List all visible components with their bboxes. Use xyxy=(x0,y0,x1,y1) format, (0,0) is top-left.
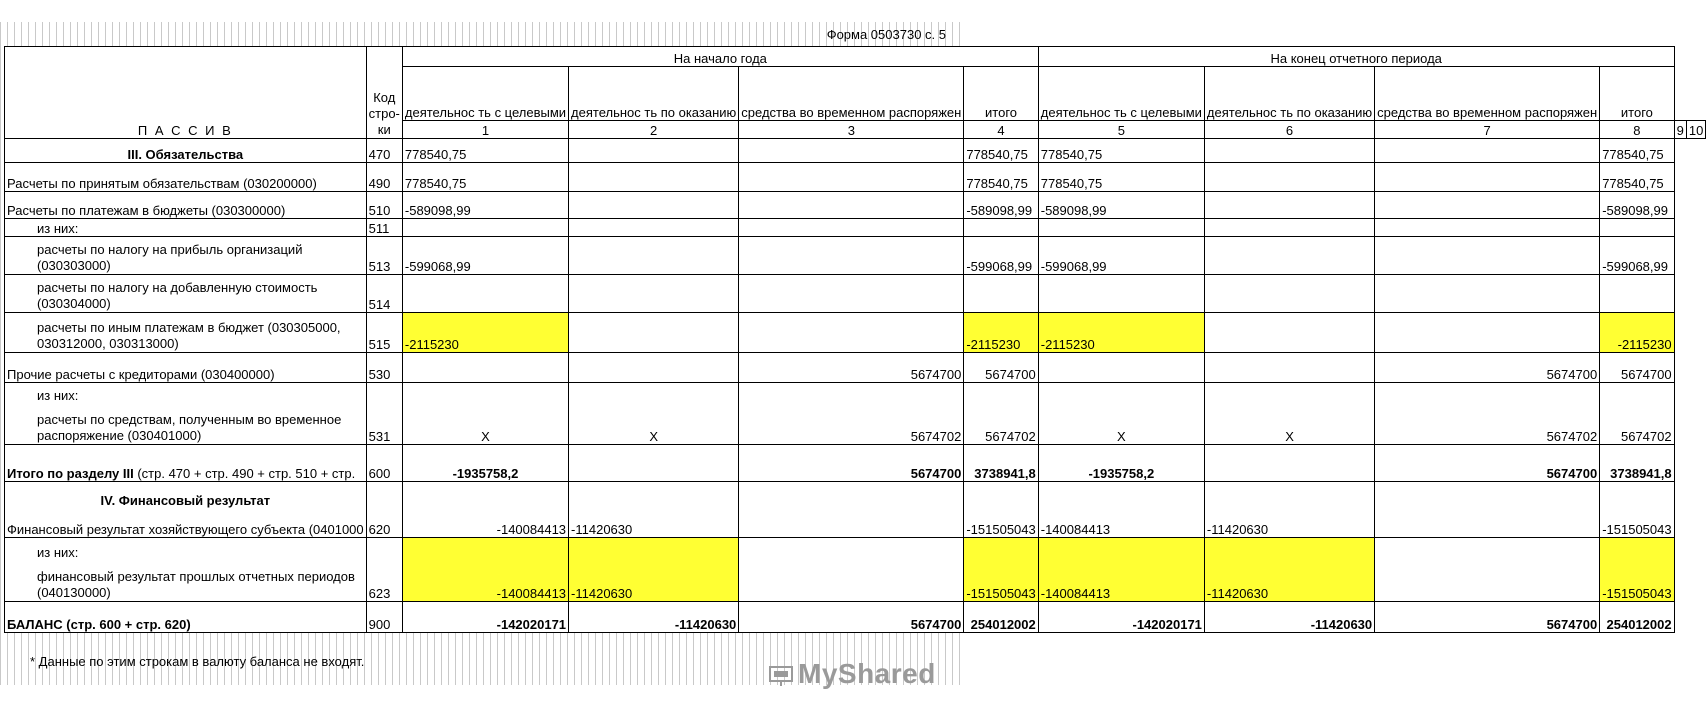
row-code: 900 xyxy=(366,602,402,633)
header-col-target: деятельнос ть с целевыми xyxy=(402,67,568,121)
table-row xyxy=(5,192,1706,219)
row-label: расчеты по налогу на добавленную стоимость (030304000) xyxy=(5,275,367,313)
cell xyxy=(1204,192,1374,219)
row-code: 531 xyxy=(366,383,402,445)
row-code: 515 xyxy=(366,313,402,353)
row-label-text: расчеты по средствам, полученным во временное распоряжение (030401000) xyxy=(37,412,342,443)
row-label: из них: xyxy=(5,219,367,237)
cell-highlighted: -2115230 xyxy=(964,313,1038,353)
table-row xyxy=(5,383,1706,445)
row-label: расчеты по налогу на прибыль организаций (030303000) xyxy=(5,237,367,275)
table-row xyxy=(5,139,1706,163)
col-number: 2 xyxy=(569,121,739,139)
cell: 5674700 xyxy=(1375,602,1600,633)
cell: 778540,75 xyxy=(402,163,568,192)
row-label: БАЛАНС (стр. 600 + стр. 620) xyxy=(5,602,367,633)
cell xyxy=(739,538,964,602)
row-code: 510 xyxy=(366,192,402,219)
row-code: 623 xyxy=(366,538,402,602)
cell: -599068,99 xyxy=(402,237,568,275)
cell xyxy=(1204,237,1374,275)
cell: -151505043 xyxy=(1600,482,1674,538)
table-row xyxy=(5,353,1706,383)
cell: -142020171 xyxy=(1038,602,1204,633)
row-label: расчеты по иным платежам в бюджет (030305000, 030312000, 030313000) xyxy=(5,313,367,353)
sub-heading: из них: xyxy=(37,388,79,403)
cell: -589098,99 xyxy=(1038,192,1204,219)
header-col-temp: средства во временном распоряжен xyxy=(1375,67,1600,121)
cell-highlighted: -151505043 xyxy=(964,538,1038,602)
row-code: 620 xyxy=(366,482,402,538)
cell xyxy=(739,139,964,163)
cell xyxy=(1375,538,1600,602)
cell: 5674700 xyxy=(964,353,1038,383)
cell: -140084413 xyxy=(1038,482,1204,538)
cell-highlighted: -2115230 xyxy=(402,313,568,353)
cell xyxy=(569,139,739,163)
table-row xyxy=(5,538,1706,602)
table-row xyxy=(5,163,1706,192)
row-code: 470 xyxy=(366,139,402,163)
cell: Х xyxy=(402,383,568,445)
cell xyxy=(402,353,568,383)
cell: -140084413 xyxy=(402,482,568,538)
table-row xyxy=(5,275,1706,313)
cell: Х xyxy=(1038,383,1204,445)
cell: 778540,75 xyxy=(402,139,568,163)
row-label: Прочие расчеты с кредиторами (030400000) xyxy=(5,353,367,383)
cell: 254012002 xyxy=(964,602,1038,633)
cell: 5674700 xyxy=(739,602,964,633)
row-label: Расчеты по принятым обязательствам (030200000) xyxy=(5,163,367,192)
table-row xyxy=(5,445,1706,482)
cell: 778540,75 xyxy=(1600,163,1674,192)
cell xyxy=(1204,139,1374,163)
cell: 778540,75 xyxy=(1600,139,1674,163)
row-code: 530 xyxy=(366,353,402,383)
cell xyxy=(569,192,739,219)
col-number: 3 xyxy=(739,121,964,139)
cell: 5674700 xyxy=(1375,445,1600,482)
cell: 254012002 xyxy=(1600,602,1674,633)
row-label-text: финансовый результат прошлых отчетных периодов (040130000) xyxy=(37,569,355,600)
cell-highlighted: -2115230 xyxy=(1600,313,1674,353)
header-col-total: итого xyxy=(964,67,1038,121)
header-col-services: деятельнос ть по оказанию xyxy=(1204,67,1374,121)
cell: -1935758,2 xyxy=(402,445,568,482)
col-number: 10 xyxy=(1686,121,1705,139)
cell xyxy=(1375,313,1600,353)
table-row xyxy=(5,602,1706,633)
cell xyxy=(739,237,964,275)
cell: 5674702 xyxy=(1375,383,1600,445)
cell xyxy=(569,445,739,482)
cell: 3738941,8 xyxy=(1600,445,1674,482)
cell xyxy=(569,313,739,353)
cell-highlighted: -2115230 xyxy=(1038,313,1204,353)
header-code: Код стро-ки xyxy=(366,47,402,139)
cell xyxy=(1375,163,1600,192)
cell: -11420630 xyxy=(569,602,739,633)
col-number: 1 xyxy=(402,121,568,139)
cell xyxy=(1038,353,1204,383)
cell xyxy=(739,482,964,538)
sub-heading: из них: xyxy=(37,545,79,560)
cell: -11420630 xyxy=(1204,602,1374,633)
cell xyxy=(739,163,964,192)
cell: 778540,75 xyxy=(1038,163,1204,192)
header-col-services: деятельнос ть по оказанию xyxy=(569,67,739,121)
table-row xyxy=(5,313,1706,353)
cell-highlighted: -140084413 xyxy=(1038,538,1204,602)
form-label: Форма 0503730 с. 5 xyxy=(826,27,946,42)
row-label xyxy=(5,383,367,445)
cell: -599068,99 xyxy=(964,237,1038,275)
cell: 5674700 xyxy=(739,353,964,383)
header-start-of-year: На начало года xyxy=(402,47,1038,67)
row-label: Расчеты по платежам в бюджеты (030300000) xyxy=(5,192,367,219)
cell: -11420630 xyxy=(569,482,739,538)
cell xyxy=(1375,482,1600,538)
cell: 778540,75 xyxy=(964,163,1038,192)
col-number: 8 xyxy=(1600,121,1674,139)
header-col-total: итого xyxy=(1600,67,1674,121)
row-code: 511 xyxy=(366,219,402,237)
table-row xyxy=(5,219,1706,237)
cell xyxy=(1204,163,1374,192)
row-label xyxy=(5,445,367,482)
cell: -599068,99 xyxy=(1600,237,1674,275)
cell-highlighted: -11420630 xyxy=(1204,538,1374,602)
presentation-icon xyxy=(768,665,794,687)
cell: 778540,75 xyxy=(964,139,1038,163)
cell: -142020171 xyxy=(402,602,568,633)
cell: 5674700 xyxy=(1375,353,1600,383)
cell xyxy=(1204,353,1374,383)
table-row xyxy=(5,237,1706,275)
col-number: 5 xyxy=(1038,121,1204,139)
section-title: IV. Финансовый результат xyxy=(100,493,271,508)
cell-highlighted: -11420630 xyxy=(569,538,739,602)
cell: 5674700 xyxy=(1600,353,1674,383)
row-label xyxy=(5,482,367,538)
row-code: 513 xyxy=(366,237,402,275)
cell xyxy=(569,353,739,383)
cell: -151505043 xyxy=(964,482,1038,538)
row-label-text: Финансовый результат хозяйствующего субъекта (0401000 xyxy=(7,522,364,537)
cell xyxy=(739,192,964,219)
cell: -11420630 xyxy=(1204,482,1374,538)
col-number: 6 xyxy=(1204,121,1374,139)
cell: 5674700 xyxy=(739,445,964,482)
cell xyxy=(1375,237,1600,275)
row-label xyxy=(5,538,367,602)
section-title: III. Обязательства xyxy=(5,139,367,163)
cell-highlighted: -140084413 xyxy=(402,538,568,602)
col-number: 4 xyxy=(964,121,1038,139)
row-code: 514 xyxy=(366,275,402,313)
cell: -589098,99 xyxy=(1600,192,1674,219)
cell: 3738941,8 xyxy=(964,445,1038,482)
cell xyxy=(1204,313,1374,353)
cell xyxy=(569,237,739,275)
watermark xyxy=(768,658,936,690)
row-code: 600 xyxy=(366,445,402,482)
balance-table xyxy=(4,46,1706,633)
cell: -599068,99 xyxy=(1038,237,1204,275)
col-number: 7 xyxy=(1375,121,1600,139)
row-code: 490 xyxy=(366,163,402,192)
cell xyxy=(739,313,964,353)
header-end-of-period: На конец отчетного периода xyxy=(1038,47,1674,67)
watermark-text: MyShared xyxy=(798,658,936,689)
cell: 5674702 xyxy=(964,383,1038,445)
cell: Х xyxy=(569,383,739,445)
header-col-temp: средства во временном распоряжен xyxy=(739,67,964,121)
cell: -1935758,2 xyxy=(1038,445,1204,482)
footnote: * Данные по этим строкам в валюту баланса не входят. xyxy=(30,654,365,669)
row-label-bold: Итого по разделу III xyxy=(7,466,134,481)
header-passiv: П А С С И В xyxy=(5,47,367,139)
cell: -589098,99 xyxy=(402,192,568,219)
cell: 5674702 xyxy=(1600,383,1674,445)
cell xyxy=(1204,445,1374,482)
row-label-rest: (стр. 470 + стр. 490 + стр. 510 + стр. xyxy=(133,466,356,481)
cell: Х xyxy=(1204,383,1374,445)
cell: -589098,99 xyxy=(964,192,1038,219)
cell: 5674702 xyxy=(739,383,964,445)
cell-highlighted: -151505043 xyxy=(1600,538,1674,602)
table-row xyxy=(5,482,1706,538)
col-number: 9 xyxy=(1674,121,1686,139)
cell xyxy=(569,163,739,192)
cell: 778540,75 xyxy=(1038,139,1204,163)
cell xyxy=(1375,139,1600,163)
header-col-target: деятельнос ть с целевыми xyxy=(1038,67,1204,121)
cell xyxy=(1375,192,1600,219)
